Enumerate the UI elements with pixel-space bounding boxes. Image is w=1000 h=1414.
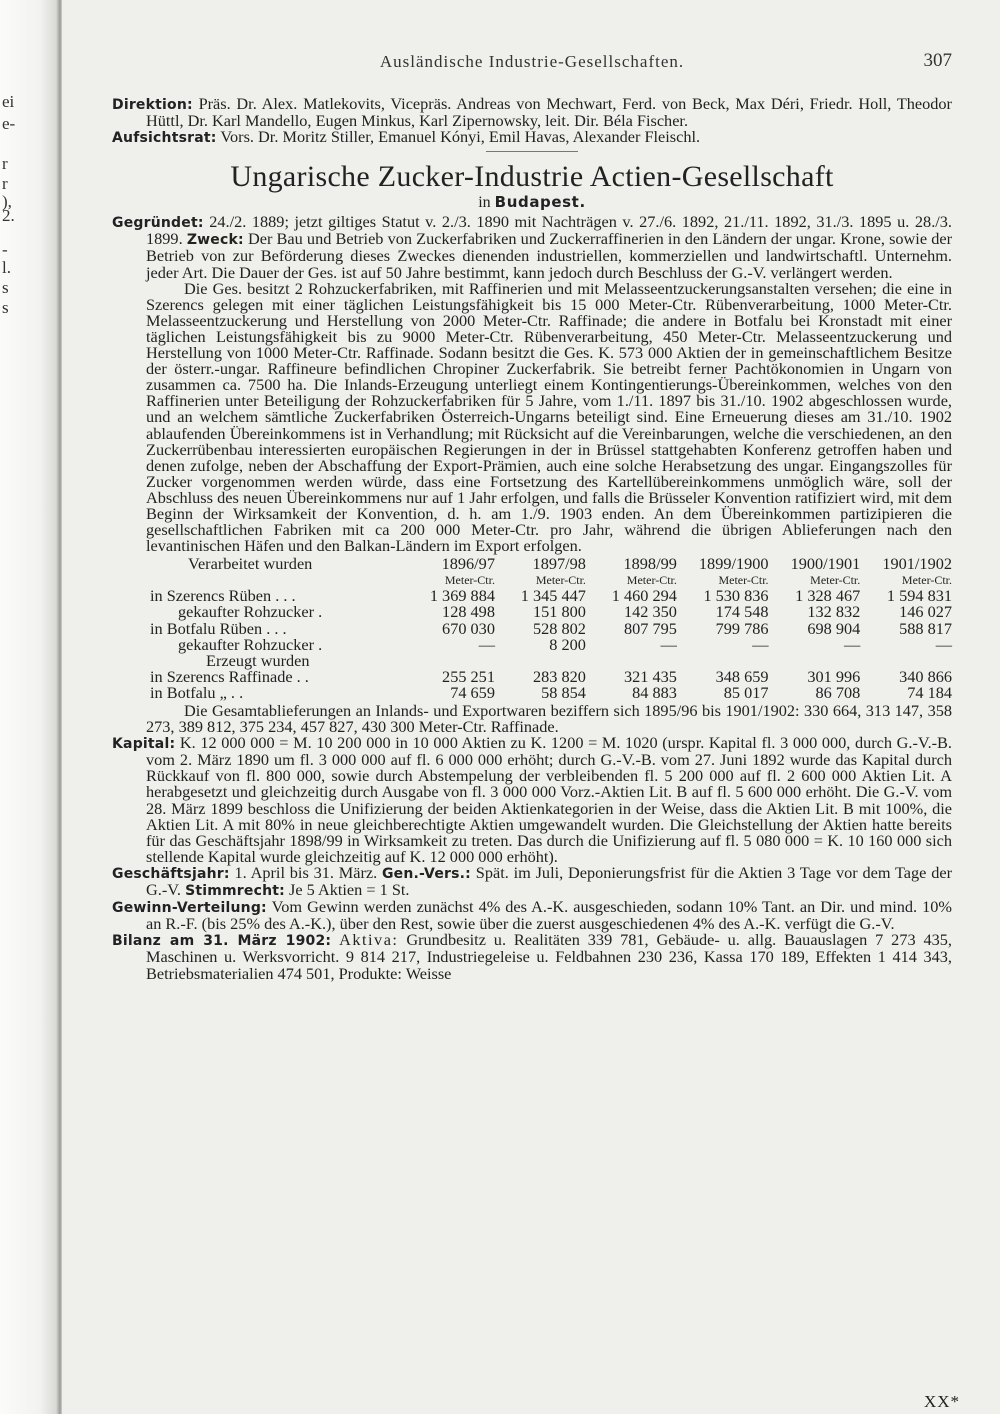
row-label: gekaufter Rohzucker . xyxy=(178,634,323,654)
cell: 142 350 xyxy=(623,602,677,622)
year-header: 1899/1900 xyxy=(698,554,769,574)
zweck-text: Der Bau und Betrieb von Zuckerfabriken und Zuckerraffinerien in den Ländern der ungar. Krone, sowie der Betrieb von zur Beförderung dieses Zweckes dienenden industriellen, kommerziellen und landwirtschaftl. Unternehm. jeder Art. Die Dauer der Ges. ist auf 50 Jahre bestimmt, kann jedoch durch Beschluss der G.-V. verlängert werden. xyxy=(146,229,953,282)
unit-label: Meter-Ctr. xyxy=(626,573,677,588)
cell: 799 786 xyxy=(715,618,769,638)
geschaeftsjahr-entry xyxy=(112,862,952,900)
genvers-label: Gen.-Vers.: xyxy=(381,865,471,882)
kapital-text: K. 12 000 000 = M. 10 200 000 in 10 000 Aktien zu K. 1200 = M. 1020 (urspr. Kapital fl. 3 000 000, durch G.-V.-B. vom 2. März 1890 um fl. 3 000 000 auf fl. 6 000 000 erhöht; durch G.-V.-B. vom 27. Juni 1892 wurde das Kapital durch Rückkauf von fl. 800 000, sowie durch Abstempelung der verbleibenden fl. 5 200 000 auf fl. 2 600 000 Aktien Lit. A herabgesetzt und gleichzeitig durch Ausgabe von fl. 3 000 000 Vorz.-Aktien Lit. B auf fl. 5 600 000 erhöht. Die G.-V. vom 28. März 1899 beschloss die Unifizierung der beiden Aktienkategorien in der Weise, dass die Aktien Lit. B mit 100%, die Aktien Lit. A mit 80% in neue gleichberechtigte Aktien umgewandelt wurden. Die Gleichstellung der Aktien hatte bereits für das Geschäftsjahr 1898/99 in Wirksamkeit zu treten. Das durch die Unifizierung auf fl. 5 080 000 = K. 10 160 000 sich stellende Kapital wurde gleichzeitig auf K. 12 000 000 erhöht). xyxy=(146,733,952,866)
margin-fragment: e- xyxy=(2,114,16,133)
gewinn-label: Gewinn-Verteilung: xyxy=(112,900,267,917)
cell: 588 817 xyxy=(899,618,952,638)
margin-fragment: ), xyxy=(2,192,12,211)
cell: 1 328 467 xyxy=(795,586,861,606)
row-label: in Szerencs Raffinade . . xyxy=(150,666,309,686)
cell: 283 820 xyxy=(533,666,586,686)
cell: — xyxy=(935,634,952,654)
cell: 146 027 xyxy=(899,602,952,622)
cell: 1 345 447 xyxy=(520,586,586,606)
company-location xyxy=(112,193,952,212)
cell: 807 795 xyxy=(623,618,677,638)
margin-fragment: r xyxy=(2,154,8,173)
direktion-label: Direktion: xyxy=(112,97,193,113)
cell: 74 184 xyxy=(907,682,952,702)
cell: 84 883 xyxy=(632,682,677,702)
production-table xyxy=(150,556,952,701)
bilanz-label: Bilanz am 31. März 1902: xyxy=(112,933,332,950)
cell: 128 498 xyxy=(442,602,495,622)
row-label: gekaufter Rohzucker . xyxy=(178,602,323,622)
cell: 1 530 836 xyxy=(703,586,769,606)
year-header: 1897/98 xyxy=(532,554,586,574)
kapital-label: Kapital: xyxy=(112,736,176,753)
location-city: Budapest. xyxy=(494,193,586,212)
kapital-entry xyxy=(112,735,952,865)
unit-label: Meter-Ctr. xyxy=(901,573,952,588)
gegruendet-text: 24./2. 1889; jetzt giltiges Statut v. 2./3. 1890 mit Nachträgen v. 27./6. 1892, 21./11. 1892, 31./3. 1895 u. 28./3. 1899. xyxy=(146,212,952,249)
cell: 86 708 xyxy=(815,682,861,702)
row-label: in Botfalu Rüben . . . xyxy=(150,618,287,638)
geschaeftsjahr-label: Geschäftsjahr: xyxy=(112,865,230,882)
genvers-text: Spät. im Juli, Deponierungsfrist für die Aktien 3 Tage vor dem Tage der G.-V. xyxy=(146,862,952,900)
unit-label: Meter-Ctr. xyxy=(535,573,586,588)
gegruendet-label: Gegründet: xyxy=(112,215,204,232)
unit-label: Meter-Ctr. xyxy=(444,573,495,588)
aufsichtsrat-label: Aufsichtsrat: xyxy=(112,130,217,147)
cell: 348 659 xyxy=(715,666,769,686)
cell: 301 996 xyxy=(807,666,861,686)
margin-fragment: 2. xyxy=(2,206,15,225)
produced-label: Erzeugt wurden xyxy=(206,650,310,670)
cell: 340 866 xyxy=(899,666,952,686)
aufsichtsrat-entry xyxy=(112,129,952,146)
cell: 74 659 xyxy=(450,682,495,702)
margin-fragment: s xyxy=(2,298,9,317)
row-label: in Botfalu „ . . xyxy=(150,682,244,702)
cell: 132 832 xyxy=(807,602,861,622)
cell: 151 800 xyxy=(533,602,586,622)
gewinn-text: Vom Gewinn werden zunächst 4% des A.-K. ausgeschieden, sodann 10% Tant. an Dir. und mind. 10% an R.-F. (bis 25% des A.-K.), über den Rest, sowie über die zuerst ausgeschiedenen 4% des A.-K. verfügt die G.-V. xyxy=(146,897,952,934)
margin-fragment: s xyxy=(2,278,9,297)
stimmrecht-label: Stimmrecht: xyxy=(185,883,285,900)
running-title: Ausländische Industrie-Gesellschaften. xyxy=(379,52,685,71)
deliveries-paragraph: Die Gesamtablieferungen an Inlands- und Exportwaren beziffern sich 1895/96 bis 1901/1902: 330 664, 313 147, 358 273, 389 812, 375 234, 457 827, 430 300 Meter-Ctr. Raffinade. xyxy=(146,701,952,737)
company-description: Die Ges. besitzt 2 Rohzuckerfabriken, mit Raffinerien und mit Melasseentzuckerungsanstalten versehen; die eine in Szerencs gelegen mit einer täglichen Leistungsfähigkeit bis 15 000 Meter-Ctr. Rübenverarbeitung, 1000 Meter-Ctr. Melasseentzuckerung und Herstellung von 2000 Meter-Ctr. Raffinade; die andere in Botfalu bei Kronstadt mit einer täglichen Leistungsfähigkeit bis zu 9000 Meter-Ctr. Rübenverarbeitung, 450 Meter-Ctr. Melasseentzuckerung und Herstellung von 1000 Meter-Ctr. Raffinade. Sodann besitzt die Ges. K. 573 000 Aktien der in gemeinschaftlichem Besitze der österr.-ungar. Raffineure befindlichen Chropiner Zuckerfabrik. Sie betreibt ferner Pachtökonomien in Ungarn von zusammen ca. 7500 ha. Die Inlands-Erzeugung unterliegt einem Kontingentierungs-Übereinkommen, welches von den Raffinerien unter Beteiligung der Rohzuckerfabriken für 5 Jahre, vom 1./11. 1897 bis 31./10. 1902 abgeschlossen wurde, und an welchem sämtliche Zuckerfabriken Österreich-Ungarns beteiligt sind. Eine Erneuerung dieses am 31./10. 1902 ablaufenden Übereinkommens ist in Verhandlung; mit Rücksicht auf die Vereinbarungen, welche die verschiedenen, an den Zuckerrübenbau interessierten europäischen Regierungen in der in Brüssel stattgehabten Konferenz getroffen haben und denen zufolge, neben der Abschaffung der Export-Prämien, auch eine solche Herabsetzung des ungar. Eingangszolles für Zucker vorgenommen werden würde, dass eine Fortsetzung des Kartellübereinkommens unmöglich wäre, soll der Abschluss des neuen Übereinkommens nur auf 1 Jahr erfolgen, und falls die Brüsseler Konvention ratifiziert wird, mit dem Beginn der Wirksamkeit der Konvention, d. h. am 1./9. 1903 enden. An dem Übereinkommen partizipieren die gesellschaftlichen Fabriken mit ca 200 000 Meter-Ctr. pro Jahr, während die übrigen Ablieferungen nach den levantinischen Häfen und den Balkan-Ländern im Export erfolgen. xyxy=(146,278,952,556)
table-row xyxy=(150,685,952,701)
year-header: 1896/97 xyxy=(441,554,495,574)
page xyxy=(62,0,1000,1414)
stimmrecht-text: Je 5 Aktien = 1 St. xyxy=(289,880,410,900)
table-header-row xyxy=(150,556,952,572)
aufsichtsrat-text: Vors. Dr. Moritz Stiller, Emanuel Kónyi, Emil Havas, Alexander Fleischl. xyxy=(220,127,701,147)
margin-fragment: ei xyxy=(2,92,15,111)
cell: — xyxy=(843,634,861,654)
geschaeftsjahr-text: 1. April bis 31. März. xyxy=(234,862,378,882)
cell: — xyxy=(478,634,495,654)
year-header: 1901/1902 xyxy=(882,554,952,574)
table-header-label: Verarbeitet wurden xyxy=(188,554,313,574)
body-text xyxy=(112,96,952,982)
year-header: 1900/1901 xyxy=(790,554,861,574)
cell: 698 904 xyxy=(807,618,861,638)
year-header: 1898/99 xyxy=(623,554,677,574)
cell: — xyxy=(752,634,769,654)
section-divider xyxy=(486,151,578,152)
unit-label: Meter-Ctr. xyxy=(718,573,769,588)
bilanz-entry xyxy=(112,932,952,981)
margin-fragment: l. xyxy=(2,258,11,277)
cell: 255 251 xyxy=(442,666,495,686)
margin-fragment: - xyxy=(2,240,8,259)
page-number: 307 xyxy=(923,50,952,71)
cell: 1 594 831 xyxy=(886,586,952,606)
direktion-text: Präs. Dr. Alex. Matlekovits, Vicepräs. Andreas von Mechwart, Ferd. von Beck, Max Déri, Friedr. Holl, Theodor Hüttl, Dr. Karl Mandello, Eugen Minkus, Karl Zipernowsky, leit. Dir. Béla Fischer. xyxy=(146,94,952,131)
zweck-label: Zweck: xyxy=(186,232,244,249)
cell: 670 030 xyxy=(442,618,495,638)
gegruendet-entry xyxy=(112,214,952,280)
company-title: Ungarische Zucker-Industrie Actien-Gesellschaft xyxy=(230,160,834,194)
cell: — xyxy=(660,634,677,654)
gewinn-entry xyxy=(112,899,952,932)
text-column xyxy=(112,0,952,1414)
cell: 174 548 xyxy=(715,602,769,622)
direktion-entry xyxy=(112,96,952,129)
signature-mark: XX* xyxy=(923,1392,960,1411)
row-label: in Szerencs Rüben . . . xyxy=(150,586,296,606)
bilanz-text: Grundbesitz u. Realitäten 339 781, Gebäude- u. allg. Bauauslagen 7 273 435, Maschinen u. Werksvorricht. 9 814 217, Industriegeleise u. Feldbahnen 230 236, Kassa 170 189, Effekten 1 414 343, Betriebsmaterialien 474 501, Produkte: Weisse xyxy=(146,930,952,983)
cell: 58 854 xyxy=(541,682,586,702)
cell: 528 802 xyxy=(533,618,586,638)
cell: 8 200 xyxy=(549,634,586,654)
margin-fragment: r xyxy=(2,174,8,193)
cell: 321 435 xyxy=(623,666,677,686)
cell: 1 460 294 xyxy=(611,586,677,606)
aktiva-label: Aktiva: xyxy=(339,930,399,950)
unit-label: Meter-Ctr. xyxy=(810,573,861,588)
cell: 85 017 xyxy=(723,682,769,702)
location-prefix: in xyxy=(478,194,491,212)
cell: 1 369 884 xyxy=(429,586,495,606)
